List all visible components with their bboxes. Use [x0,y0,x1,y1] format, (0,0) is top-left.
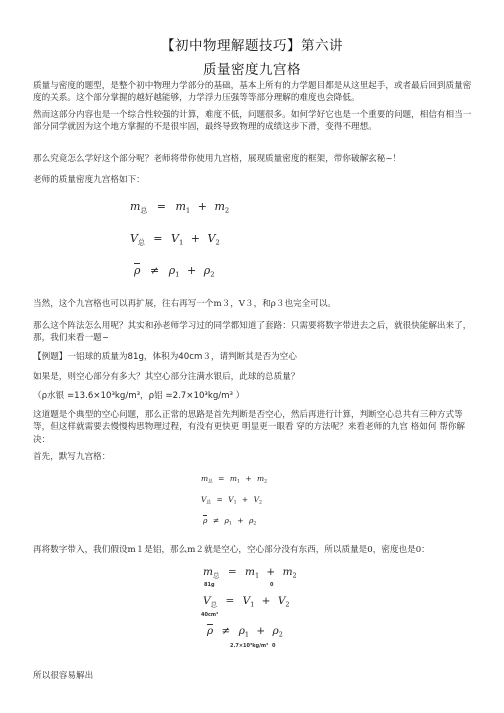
equals-sign: = [216,495,223,504]
rho2-symbol: ρ [203,264,211,277]
plus-sign: + [256,625,266,637]
total-subscript: 总 [212,571,220,580]
v-total-symbol: V [201,495,207,504]
v2-symbol: V [277,595,286,607]
grid2-mass-equation [201,474,267,485]
v2-symbol: V [253,495,260,504]
grid3-density-relation [207,625,283,638]
m-total-symbol: m [201,474,209,483]
paragraph-intro: 质量与密度的题型，是整个初中物理力学部分的基础，基本上所有的力学题目都是从这里起手，或者最后回到质量密度的关系。这个部分掌握的越好越能够，力学浮力压强等等部分理解的难度也会降低。 [33,81,472,104]
plus-sign: + [237,516,244,525]
v-total-value: 40cm³ [201,612,219,618]
m1-subscript: 1 [254,571,260,580]
v1-symbol: V [242,595,251,607]
paragraph-difficulty: 然而这部分内容也是一个综合性较强的计算，难度不低，问题很多。如何学好它也是一个重要的问题，相信有相当一部分同学就因为这个地方掌握的不是很牢固，最终导致物理的成绩这步下滑，变得不理想。 [33,110,472,133]
grid1-density-relation [134,264,215,278]
rho2-subscript: 2 [253,521,257,527]
m2-value: 0 [270,582,274,588]
average-density-symbol: ρ [203,516,208,525]
grid1-volume-equation [130,232,220,246]
v2-subscript: 2 [259,500,262,506]
rho1-value: 2.7×10³kg/m³ [230,643,269,649]
rho2-symbol: ρ [272,625,279,637]
rho2-subscript: 2 [210,270,215,279]
equals-sign: = [225,595,235,607]
m2-subscript: 2 [224,206,230,215]
total-subscript: 总 [206,500,212,506]
rho1-subscript: 1 [244,630,250,639]
m2-symbol: m [257,474,265,483]
rho1-subscript: 1 [228,521,232,527]
paragraph-write-grid: 首先，默写九宫格： [33,452,111,462]
grid3-mass-equation [203,566,297,579]
m1-subscript: 1 [185,206,191,215]
plus-sign: + [245,474,252,483]
average-density-symbol: ρ [134,264,141,277]
v2-symbol: V [207,232,216,245]
total-subscript: 总 [140,206,148,215]
paragraph-analysis: 这道题是个典型的空心问题，那么正常的思路是首先判断是否空心，然后再进行计算，判断空心总共有三种方式等等，但这样就需要去慢慢构思物理过程，有没有更快更 明显更一眼看 穿的方法呢？来看老师的九宫 格如何 帮你解决： [33,410,466,445]
not-equal-sign: ≠ [212,516,220,525]
rho1-symbol: ρ [168,264,176,277]
rho1-symbol: ρ [224,516,229,525]
lesson-subtitle: 质量密度九宫格 [203,62,301,78]
m-total-symbol: m [130,200,141,213]
grid3-volume-equation [203,595,290,608]
paragraph-extension: 当然，这个九宫格也可以再扩展，往右再写一个m３，V３，和ρ３也完全可以。 [33,299,337,309]
rho2-subscript: 2 [278,630,283,639]
grid2-volume-equation [201,495,262,506]
paragraph-usage: 那么这个阵法怎么用呢？其实和孙老师学习过的同学都知道了套路：只需要将数字带进去之后，就很快能解出来了，那，我们来看一题~ [33,321,472,344]
m1-symbol: m [175,200,186,213]
plus-sign: + [197,200,207,213]
v1-symbol: V [228,495,234,504]
plus-sign: + [241,495,249,504]
v2-subscript: 2 [285,600,290,609]
density-constants: （ρ水银 =13.6×10³kg/m³，ρ铝 =2.7×10³kg/m³ ） [33,391,245,401]
paragraph-solve: 所以很容易解出 [33,671,94,681]
equals-sign: = [218,474,225,483]
example-question: 如果是，则空心部分有多大？其空心部分注满水银后，此球的总质量？ [33,372,300,382]
v1-subscript: 1 [178,238,184,247]
v1-subscript: 1 [233,500,237,506]
m2-symbol: m [214,200,225,213]
plus-sign: + [266,566,276,578]
m1-subscript: 1 [236,479,240,485]
m-total-symbol: m [203,566,213,578]
example-problem: 【例题】一铝球的质量为81g，体积为40cm３，请判断其是否为空心 [33,352,297,362]
v2-subscript: 2 [215,238,220,247]
equals-sign: = [153,232,163,245]
paragraph-grid-intro: 老师的质量密度九宫格如下： [33,175,145,185]
m2-subscript: 2 [264,479,268,485]
total-subscript: 总 [137,238,145,247]
grid2-density-relation [203,516,256,527]
grid1-mass-equation [130,200,229,214]
v1-symbol: V [171,232,179,245]
average-density-symbol: ρ [207,625,214,637]
paragraph-substitute: 再将数字带入，我们假设m１是铝，那么m２就是空心，空心部分没有东西，所以质量是0，密度也是0： [33,545,430,555]
rho1-symbol: ρ [238,625,245,637]
not-equal-sign: ≠ [149,264,160,277]
total-subscript: 总 [208,479,213,485]
rho1-subscript: 1 [175,270,180,279]
lesson-title: 【初中物理解题技巧】第六讲 [161,38,343,54]
m1-symbol: m [244,566,255,578]
equals-sign: = [227,566,237,578]
m1-symbol: m [229,474,237,483]
not-equal-sign: ≠ [221,625,231,637]
equals-sign: = [156,200,166,213]
v-total-symbol: V [203,595,211,607]
v-total-symbol: V [130,232,138,245]
m2-symbol: m [282,566,293,578]
plus-sign: + [190,232,201,245]
paragraph-question: 那么究竟怎么学好这个部分呢？老师将带你使用九宫格，展现质量密度的框架，带你破解玄秘~！ [33,154,402,164]
total-subscript: 总 [210,600,218,609]
m2-subscript: 2 [292,571,297,580]
plus-sign: + [261,595,271,607]
v1-subscript: 1 [250,600,255,609]
m-total-value: 81g [204,582,215,588]
plus-sign: + [187,264,197,277]
rho2-symbol: ρ [248,516,254,525]
rho2-value: 0 [272,643,276,649]
